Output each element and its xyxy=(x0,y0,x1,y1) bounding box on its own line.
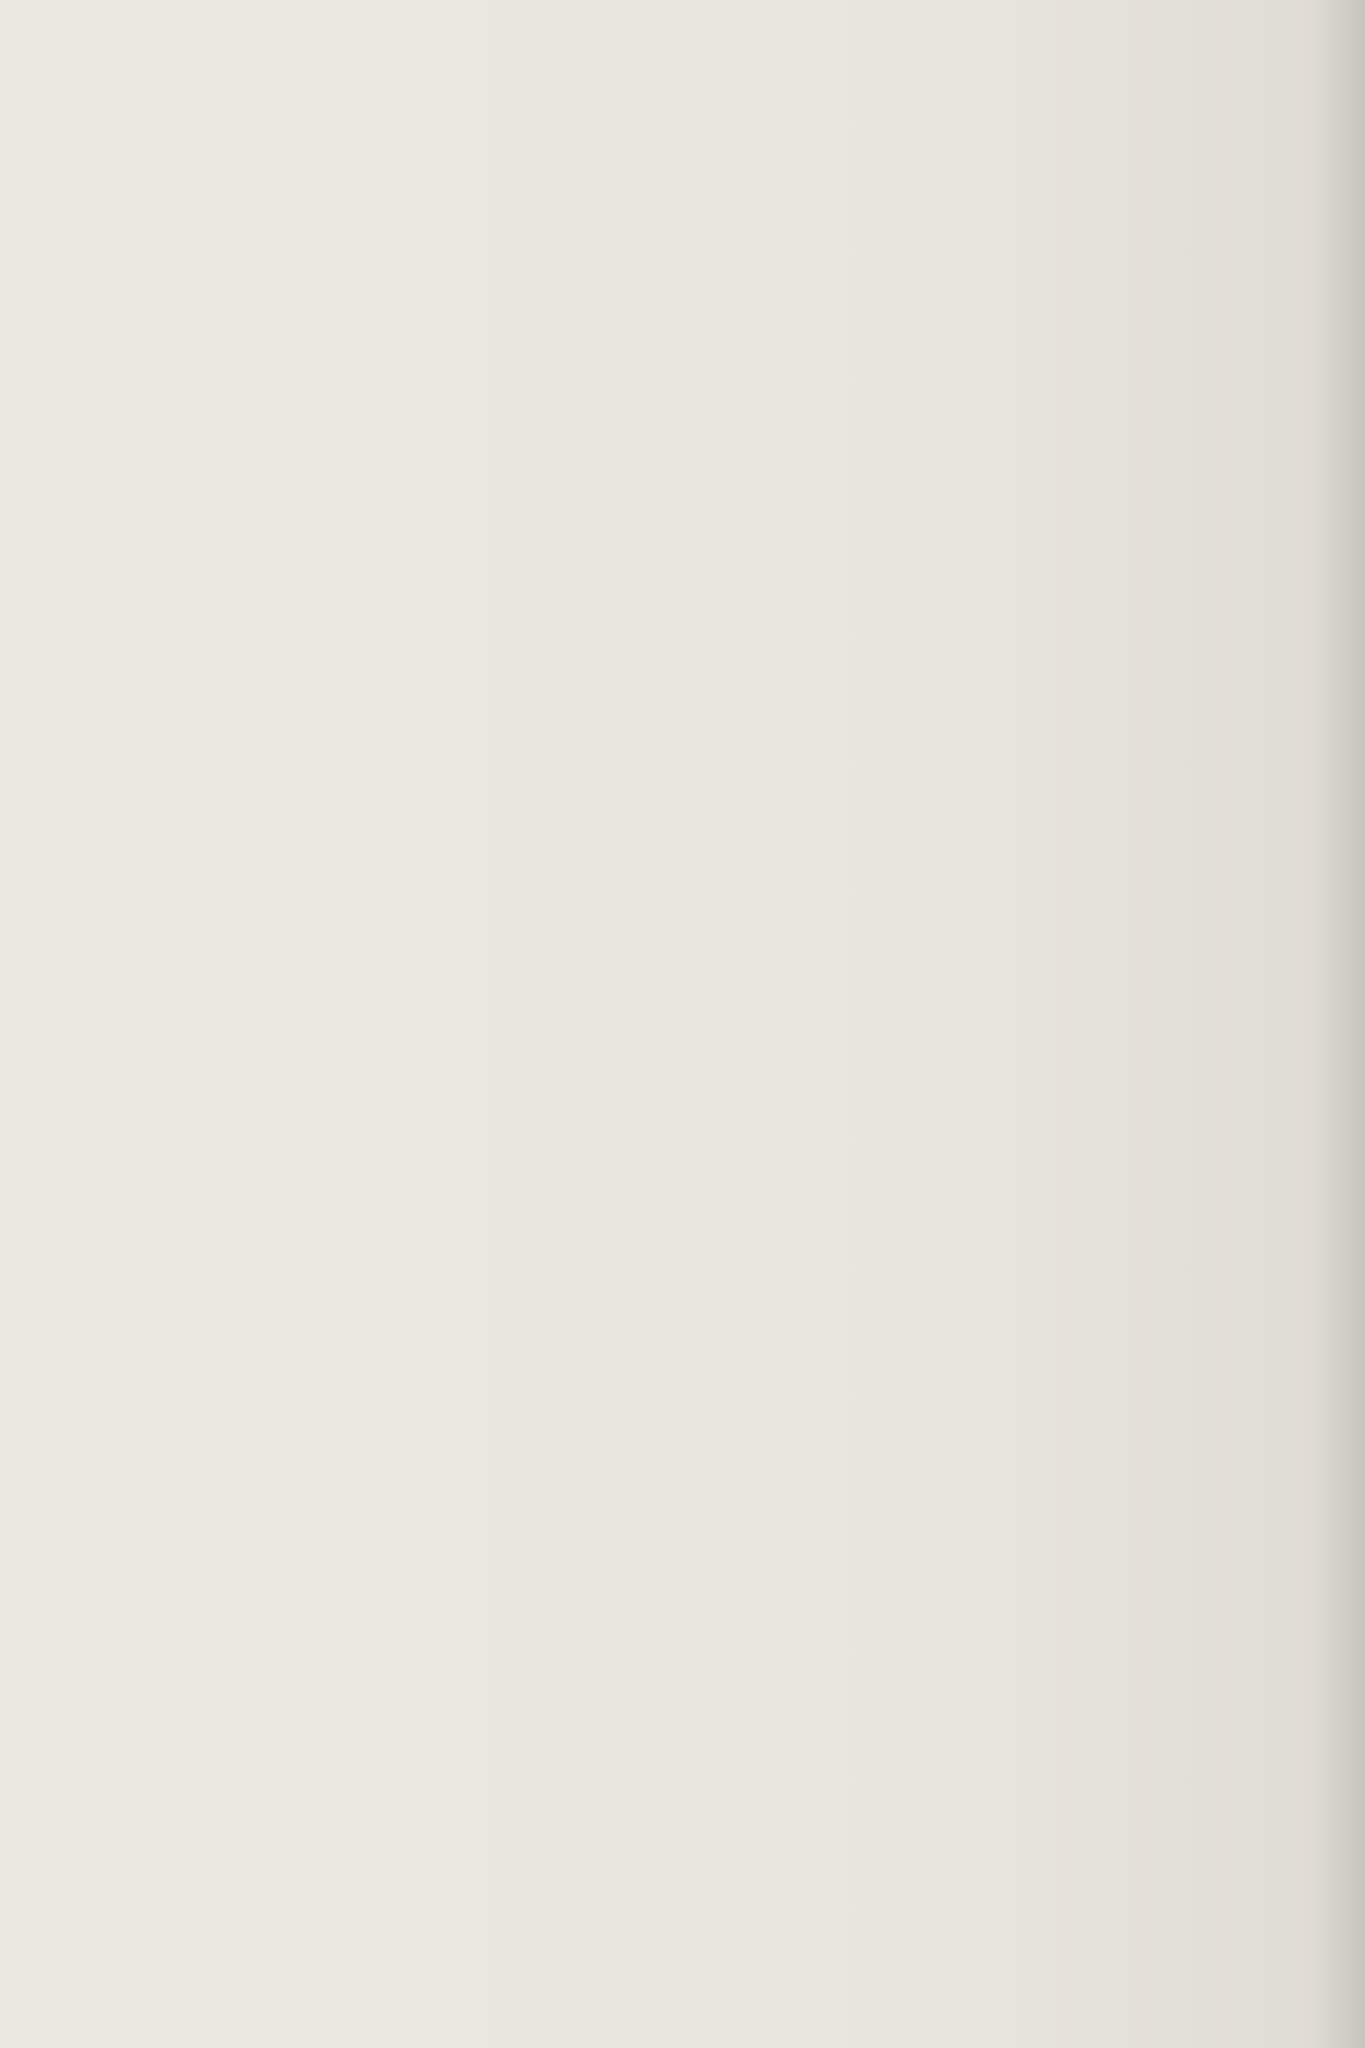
page-edge-shadow xyxy=(1310,0,1365,2048)
